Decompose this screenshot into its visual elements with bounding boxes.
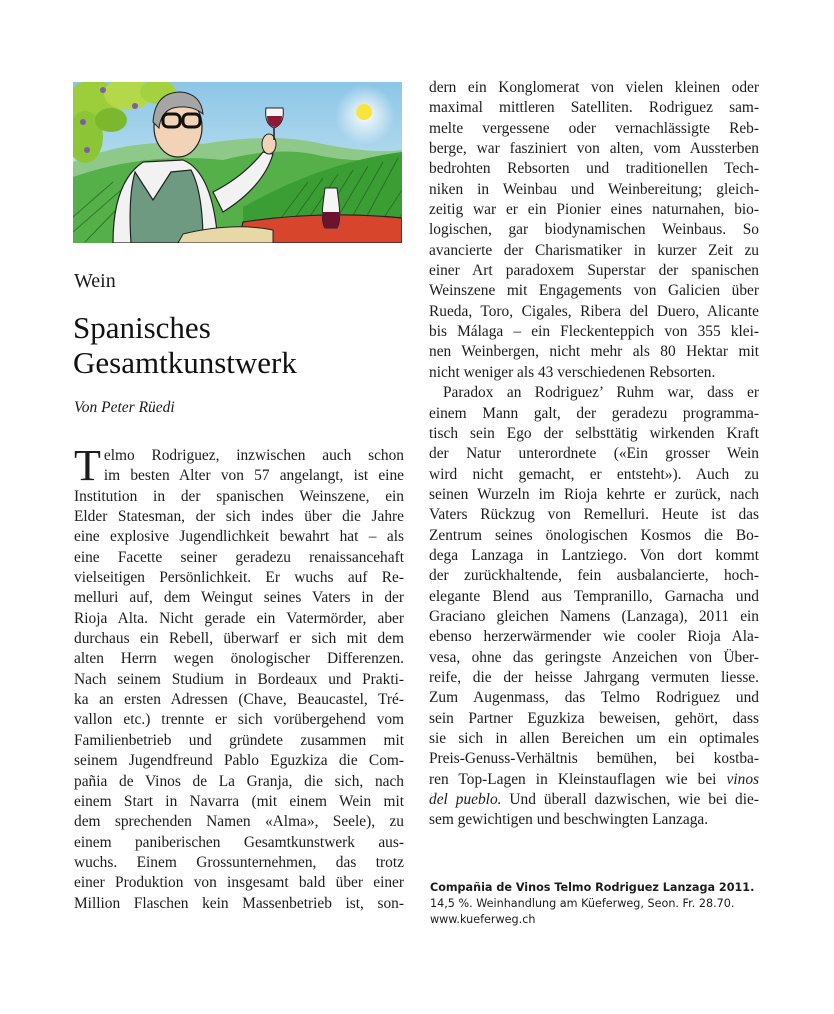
text-line: tisch sein Ego der selbsttätig wirkenden Kraft bbox=[429, 424, 759, 442]
text-line: dega Lanzaga in Lantziego. Von dort kommt bbox=[429, 546, 759, 564]
text-line: nen Weinbergen, nicht mehr als 80 Hektar mit bbox=[429, 343, 759, 361]
text-line: pañia de Vinos de La Granja, die sich, nach bbox=[74, 772, 404, 790]
text-line: Preis-Genuss-Verhältnis bemühen, bei kostba- bbox=[429, 750, 759, 768]
text-line: Rioja Alta. Nicht gerade ein Vatermörder, aber bbox=[74, 609, 404, 627]
text-line: seinem Jugendfreund Pablo Eguzkiza die Com- bbox=[74, 752, 404, 770]
text-line: bedrohten Rebsorten und traditionellen Tech- bbox=[429, 160, 759, 178]
text-line: reife, die der heisse Jahrgang vermuten liesse. bbox=[429, 668, 759, 686]
text-line: alten Herrn wegen önologischer Differenzen. bbox=[74, 650, 404, 668]
byline: Von Peter Rüedi bbox=[74, 399, 175, 416]
text-line: melluri auf, dem Weingut seines Vaters in der bbox=[74, 589, 404, 607]
text-line: melte vergessene oder vernachlässigte Reb- bbox=[429, 119, 759, 137]
sun-icon bbox=[356, 104, 372, 120]
text-line: vielseitigen Persönlichkeit. Er wuchs auf Re- bbox=[74, 569, 404, 587]
wine-info-box bbox=[430, 880, 754, 928]
paragraph-paradox bbox=[429, 383, 759, 770]
text-line: Zentrum seines önologischen Kosmos die Bo- bbox=[429, 526, 759, 544]
text-line: dern ein Konglomerat von vielen kleinen oder bbox=[429, 79, 759, 96]
article-headline bbox=[73, 310, 297, 380]
text-line: zeitig war er ein Pionier eines naturnahen, bio- bbox=[429, 201, 759, 219]
text-line: eine explosive Jugendlichkeit bewahrt hat – als bbox=[74, 528, 404, 546]
text-line: einem Start in Navarra (mit einem Wein mit bbox=[74, 792, 404, 810]
carafe-wine bbox=[323, 212, 340, 228]
text-line: der Natur unterordnete («Ein grosser Wein bbox=[429, 445, 759, 463]
text-line: niken in Weinbau und Weinbereitung; gleich- bbox=[429, 180, 759, 198]
italic-phrase: del pueblo. bbox=[429, 791, 502, 809]
shop-url[interactable]: www.kueferweg.ch bbox=[430, 913, 536, 926]
text-line: Rueda, Toro, Cigales, Ribera del Duero, Alicante bbox=[429, 302, 759, 320]
text-line: elegante Blend aus Tempranillo, Garnacha und bbox=[429, 587, 759, 605]
text-line: sein Partner Eguzkiza beweisen, gehört, dass bbox=[429, 709, 759, 727]
article-body-left-column bbox=[74, 441, 404, 914]
text-line: Vaters Rückzug von Remelluri. Heute ist das bbox=[429, 506, 759, 524]
wine-details: 14,5 %. Weinhandlung am Küeferweg, Seon. Fr. 28.70. bbox=[430, 897, 735, 910]
paragraph-continued bbox=[429, 78, 759, 383]
text-line: vesa, ohne das geringste Anzeichen von Über- bbox=[429, 648, 759, 666]
text-line: im besten Alter von 57 angelangt, ist eine bbox=[103, 467, 404, 485]
italic-phrase: vinos bbox=[726, 770, 760, 788]
headline-line-2: Gesamtkunstwerk bbox=[73, 345, 297, 380]
drop-cap: T bbox=[74, 441, 101, 490]
text-line: avancierte der Charismatiker in kurzer Zeit zu bbox=[429, 241, 759, 259]
article-illustration bbox=[73, 82, 402, 243]
text-line: einem Mann galt, der geradezu programma- bbox=[429, 404, 759, 422]
text-line: ka an ersten Adressen (Chave, Beaucastel, Tré- bbox=[74, 691, 404, 709]
text-line: logischen, gar biodynamischen Weinbaus. So bbox=[429, 221, 759, 239]
text-line: dem sprechenden Namen «Alma», Seele), zu bbox=[74, 813, 404, 831]
text-line: durchaus ein Rebell, überwarf er sich mit dem bbox=[74, 630, 404, 648]
text-line: elmo Rodriguez, inzwischen auch schon bbox=[103, 447, 404, 464]
text-line: wuchs. Einem Grossunternehmen, das trotz bbox=[74, 853, 404, 871]
text-line: eine Facette seiner geradezu renaissancehaft bbox=[74, 548, 404, 566]
section-kicker: Wein bbox=[74, 270, 116, 292]
text-line: Million Flaschen kein Massenbetrieb ist, son- bbox=[74, 894, 404, 912]
text-line: Paradox an Rodriguez’ Ruhm war, dass er bbox=[443, 384, 759, 402]
text-line: del pueblo. Und überall dazwischen, wie bei die- bbox=[429, 791, 759, 809]
text-line: Nach seinem Studium in Bordeaux und Prakti- bbox=[74, 670, 404, 688]
text-line: Familienbetrieb und gründete zusammen mit bbox=[74, 731, 404, 749]
text-line: Zum Augenmass, das Telmo Rodriguez und bbox=[429, 689, 759, 707]
wine-name: Compañia de Vinos Telmo Rodriguez Lanzaga 2011. bbox=[430, 881, 755, 894]
text-line: Weinszene mit Engagements von Galicien über bbox=[429, 282, 759, 300]
text-line: seinen Wurzeln im Rioja kehrte er zurück, nach bbox=[429, 485, 759, 503]
text-line: einem paniberischen Gesamtkunstwerk aus- bbox=[74, 833, 404, 851]
text-line: Graciano gleichen Namens (Lanzaga), 2011 ein bbox=[429, 607, 759, 625]
text-line: sem gewichtigen und beschwingten Lanzaga. bbox=[429, 811, 709, 829]
text-line: ren Top-Lagen in Kleinstauflagen wie bei vinos bbox=[429, 770, 760, 788]
text-line: berge, war fasziniert von alten, vom Aussterben bbox=[429, 140, 759, 158]
text-line: wird nicht gemacht, er entsteht»). Auch zu bbox=[429, 465, 759, 483]
text-line: einer Produktion von insgesamt bald über einer bbox=[74, 874, 404, 892]
text-line: sie sich in allen Bereichen um ein optimales bbox=[429, 730, 759, 747]
wine-drinker-illustration bbox=[73, 82, 402, 243]
left-column-text bbox=[74, 441, 404, 914]
article-body-right-column bbox=[429, 78, 759, 831]
text-line: ebenso herzerwärmender wie cooler Rioja Ala- bbox=[429, 628, 759, 646]
text-line: maximal mittleren Satelliten. Rodriguez sam- bbox=[429, 99, 759, 117]
text-line: einer Art paradoxem Superstar der spanischen bbox=[429, 262, 759, 280]
text-line: Institution in der spanischen Weinszene, ein bbox=[74, 487, 404, 505]
text-line: der zurückhaltende, fein ausbalancierte, hoch- bbox=[429, 567, 759, 585]
text-line: Elder Statesman, der sich indes über die Jahre bbox=[74, 508, 404, 526]
headline-line-1: Spanisches bbox=[73, 310, 211, 345]
text-line: nicht weniger als 43 verschiedenen Rebsorten. bbox=[429, 363, 716, 381]
text-line: vallon etc.) trennte er sich vorübergehend vom bbox=[74, 711, 404, 729]
text-line: bis Málaga – ein Fleckenteppich von 355 klei- bbox=[429, 323, 759, 341]
